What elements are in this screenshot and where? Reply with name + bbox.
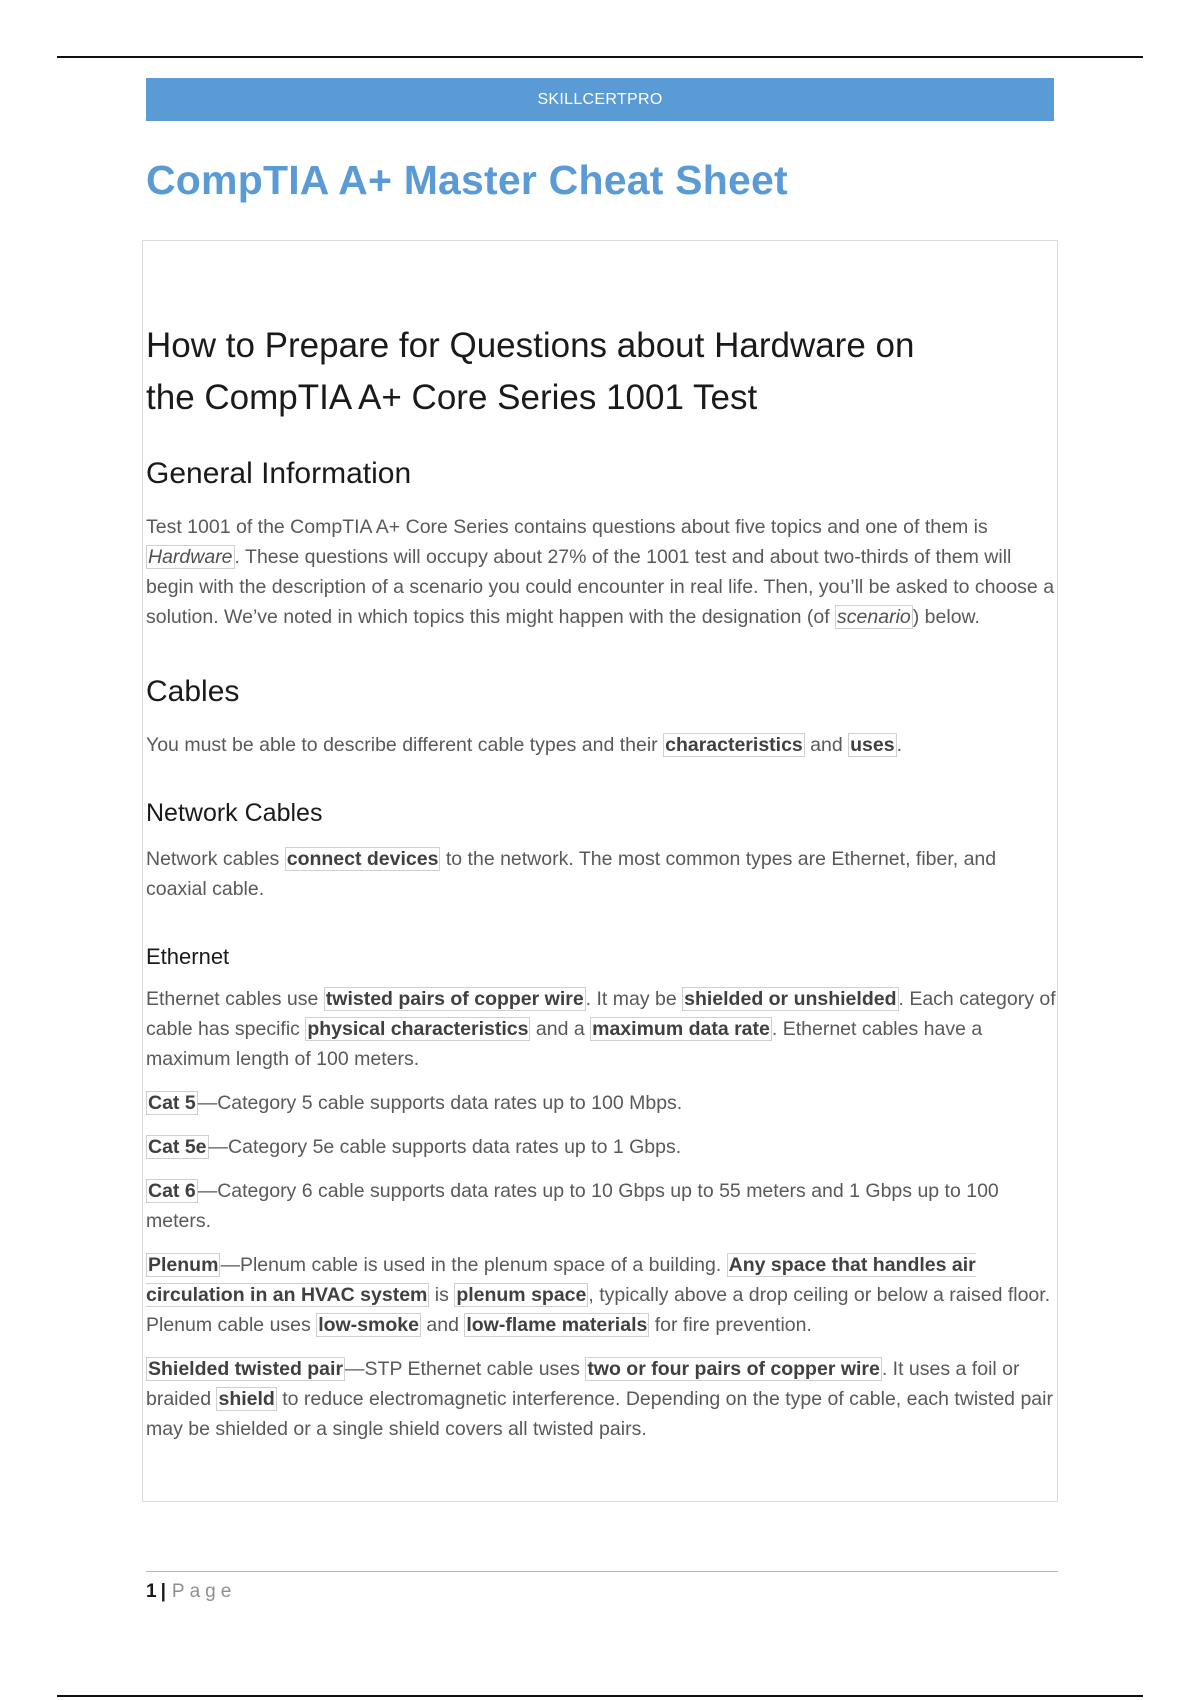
cat6-item: Cat 6 —Category 6 cable supports data rates up to 10 Gbps up to 55 meters and 1 Gbps up to 100 meters. [146, 1180, 999, 1232]
article-body [146, 320, 1058, 1444]
article-title [146, 320, 1058, 424]
heading-network-cables: Network Cables [146, 799, 323, 827]
highlight-maximum-data-rate: maximum data rate [592, 1018, 770, 1040]
highlight-characteristics: characteristics [665, 734, 803, 756]
stp-item: Shielded twisted pair —STP Ethernet cable uses two or four pairs of copper wire . It uses a foil or braided shield to reduce electromagnetic interference. Depending on the type of cable, each twisted pair may be shielded or a single shield covers all twisted pairs. [146, 1358, 1053, 1440]
page-label: Page [171, 1581, 237, 1602]
term-cat6: Cat 6 [148, 1180, 196, 1202]
document-title: CompTIA A+ Master Cheat Sheet [146, 157, 788, 203]
page-number: 1 [146, 1581, 157, 1602]
page-footer [146, 1578, 236, 1606]
highlight-hvac-space: Any space that handles air circulation in an HVAC system [146, 1254, 976, 1306]
general-information-paragraph: Test 1001 of the CompTIA A+ Core Series contains questions about five topics and one of them is Hardware . These questions will occupy about 27% of the 1001 test and about two-thirds of them will begin with the description of a scenario you could encounter in real life. Then, you’ll be asked to choose a solution. We’ve noted in which topics this might happen with the designation (of scenario ) below. [146, 516, 1055, 628]
header-banner: SKILLCERTPRO [146, 78, 1054, 121]
heading-ethernet: Ethernet [146, 944, 230, 969]
article-title-line-2: the CompTIA A+ Core Series 1001 Test [146, 378, 758, 417]
highlight-low-smoke: low-smoke [318, 1314, 419, 1336]
article-title-line-1: How to Prepare for Questions about Hardware on [146, 326, 915, 365]
page-separator: | [160, 1581, 166, 1602]
highlight-plenum-space: plenum space [456, 1284, 587, 1306]
highlight-low-flame: low-flame materials [466, 1314, 648, 1336]
highlight-twisted-pairs: twisted pairs of copper wire [325, 988, 584, 1010]
term-cat5e: Cat 5e [148, 1136, 207, 1158]
cat5-item: Cat 5 —Category 5 cable supports data rates up to 100 Mbps. [148, 1092, 683, 1114]
term-cat5: Cat 5 [148, 1092, 196, 1114]
plenum-item: Plenum —Plenum cable is used in the plenum space of a building. Any space that handles air circulation in an HVAC system is plenum space , typically above a drop ceiling or below a raised floor. Plenum cable uses low-smoke and low-flame materials for fire prevention. [146, 1254, 1051, 1336]
highlight-uses: uses [850, 734, 895, 756]
network-cables-paragraph: Network cables connect devices to the network. The most common types are Ethernet, fiber, and coaxial cable. [146, 848, 997, 900]
ethernet-paragraph: Ethernet cables use twisted pairs of copper wire . It may be shielded or unshielded . Each category of cable has specific physical characteristics and a maximum data rate . Ethernet cables have a maximum length of 100 meters. [146, 988, 1056, 1070]
highlight-hardware: Hardware [148, 546, 233, 568]
footer-rule [146, 1571, 1058, 1572]
heading-general-information: General Information [146, 457, 412, 490]
highlight-shielded-or-unshielded: shielded or unshielded [684, 988, 897, 1010]
highlight-copper-pairs: two or four pairs of copper wire [587, 1358, 880, 1380]
cat5e-item: Cat 5e —Category 5e cable supports data rates up to 1 Gbps. [148, 1136, 682, 1158]
top-rule [57, 56, 1143, 58]
highlight-physical-characteristics: physical characteristics [307, 1018, 529, 1040]
heading-cables: Cables [146, 675, 240, 708]
highlight-shield: shield [218, 1388, 275, 1410]
highlight-scenario: scenario [837, 606, 911, 628]
term-plenum: Plenum [148, 1254, 219, 1276]
term-shielded-twisted-pair: Shielded twisted pair [148, 1358, 344, 1380]
highlight-connect-devices: connect devices [286, 848, 439, 870]
bottom-rule [57, 1695, 1143, 1697]
cables-paragraph: You must be able to describe different cable types and their characteristics and uses . [146, 734, 903, 756]
